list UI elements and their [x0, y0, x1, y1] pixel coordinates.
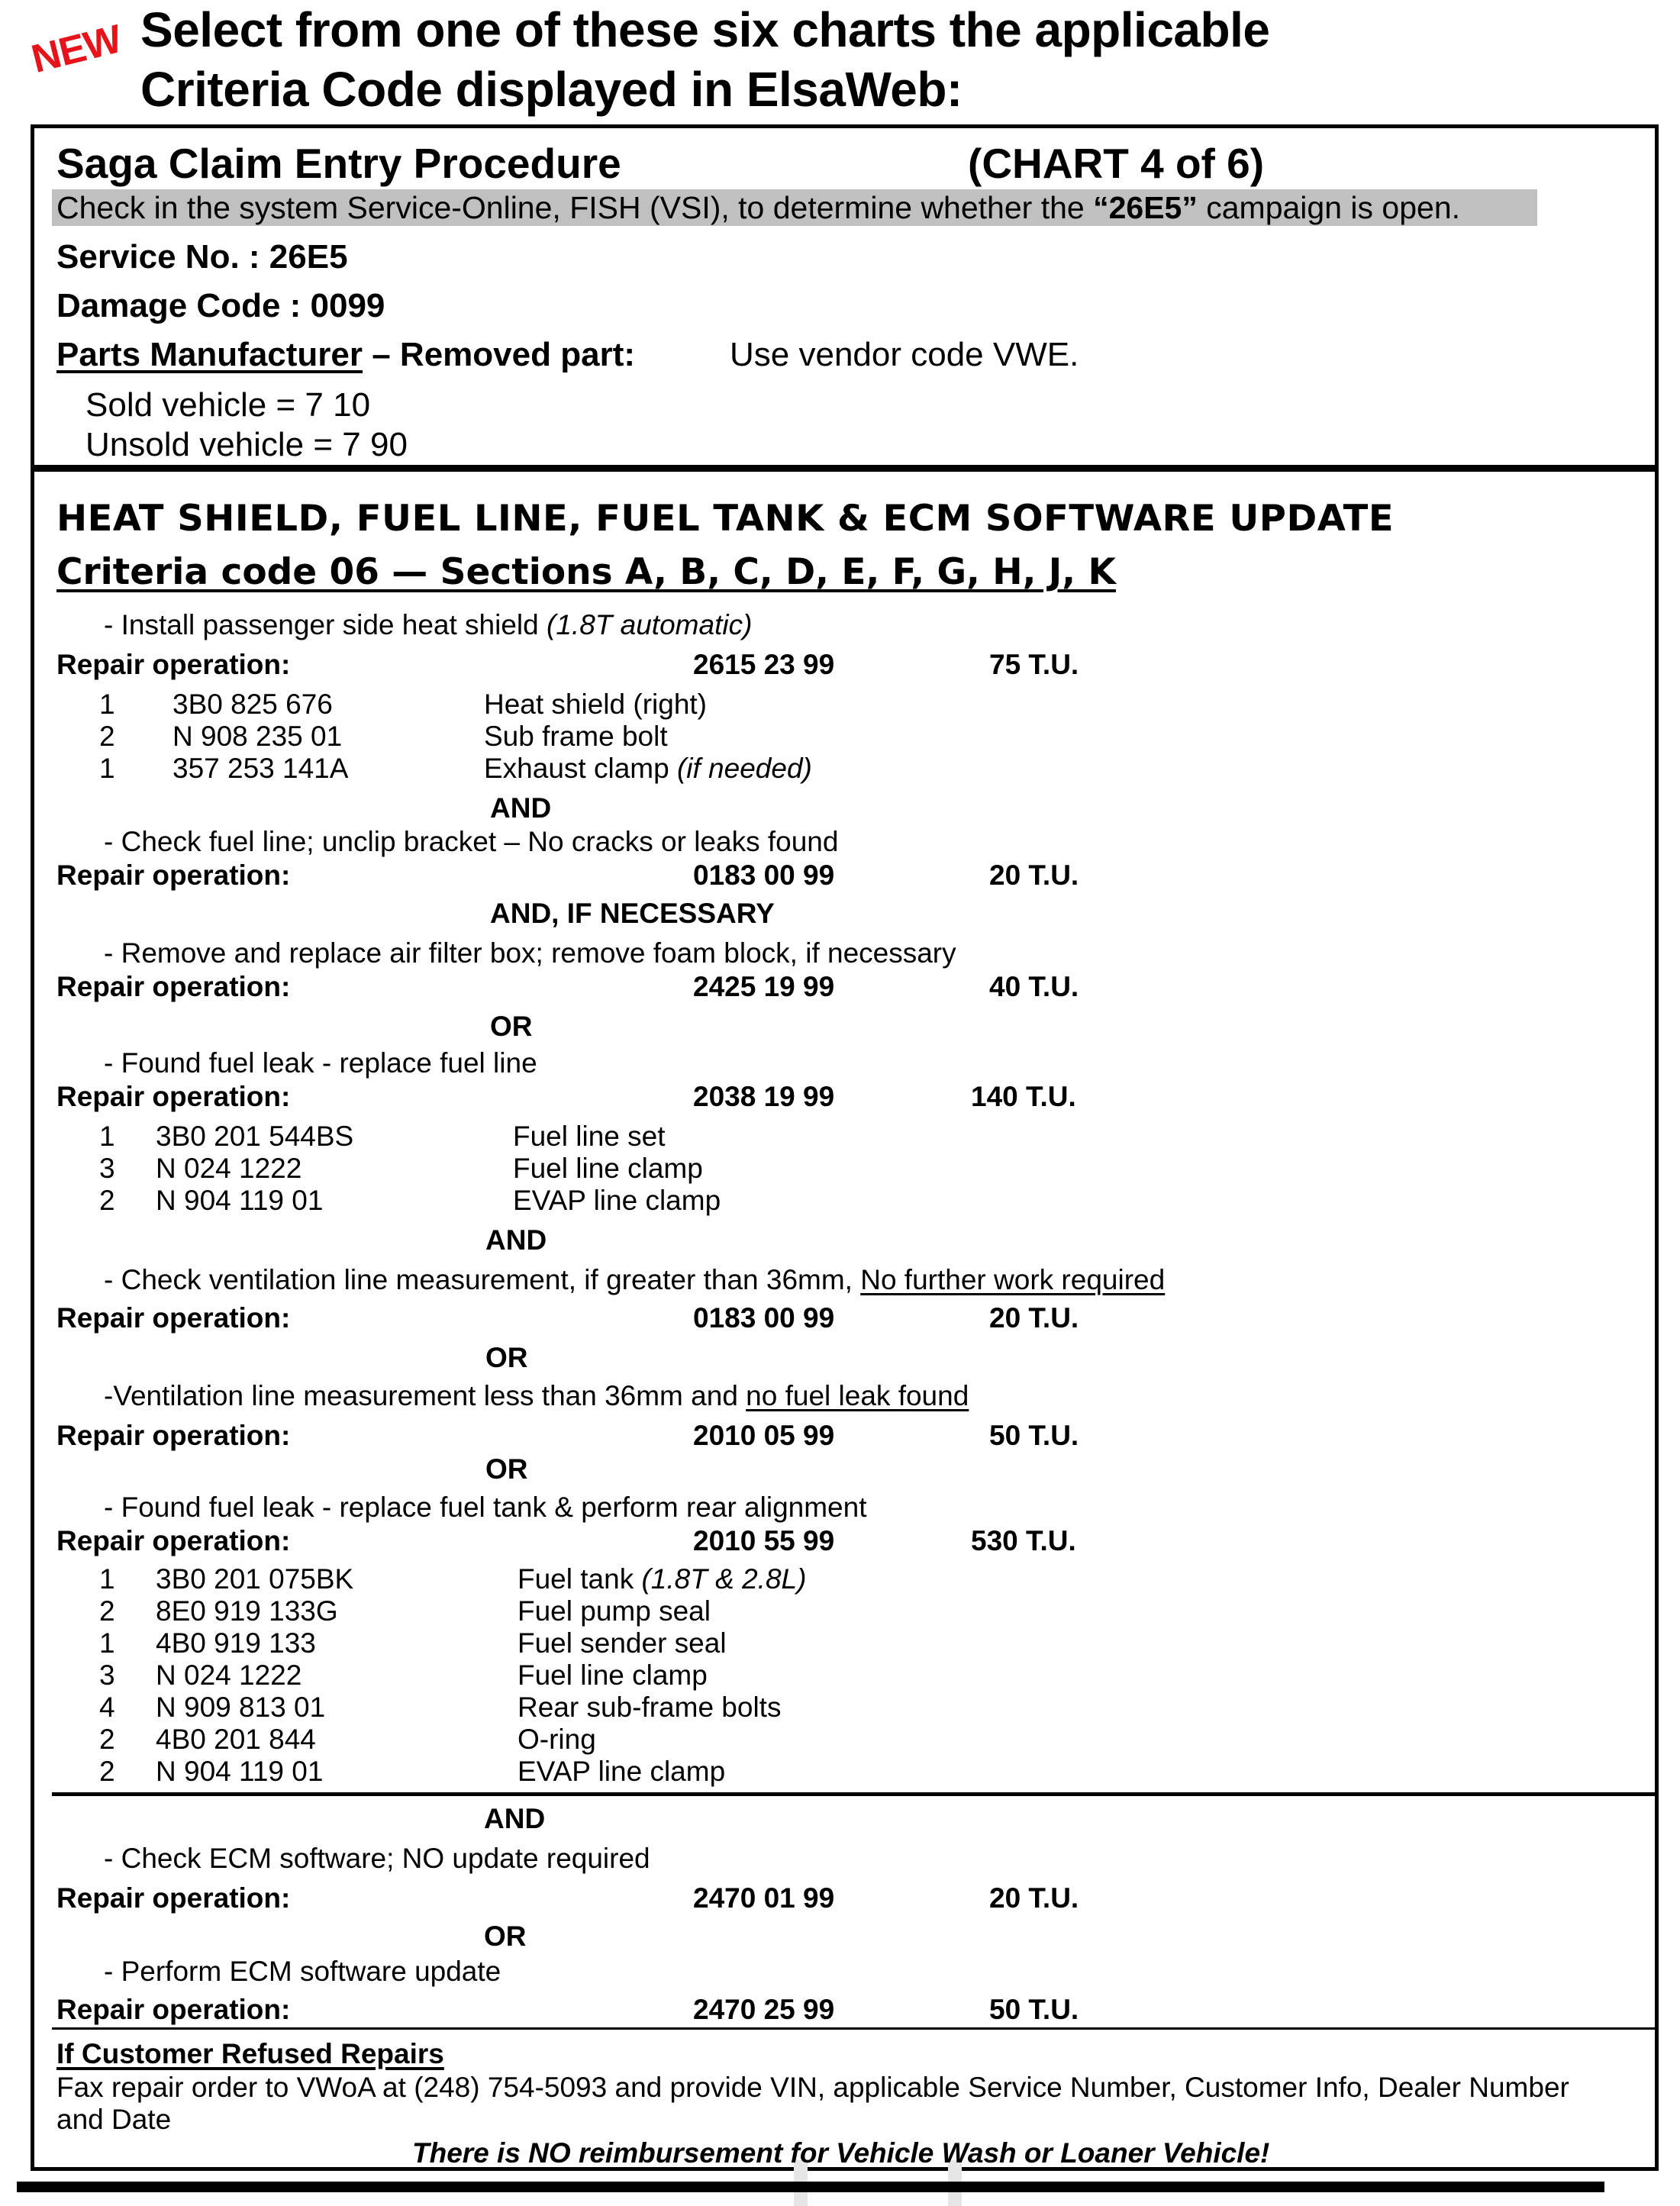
repair-op-code: 0183 00 99	[693, 860, 835, 891]
part-name: Fuel line clamp	[518, 1659, 708, 1691]
part-number: 4B0 919 133	[156, 1627, 316, 1659]
block-description: - Check fuel line; unclip bracket – No cracks or leaks found	[104, 826, 839, 857]
campaign-check-notice	[56, 189, 1460, 226]
unsold-vehicle: Unsold vehicle = 7 90	[85, 426, 408, 463]
part-name-text: Fuel tank	[518, 1563, 642, 1595]
section-divider	[52, 1792, 1659, 1796]
part-qty: 2	[99, 1595, 115, 1627]
fax-instructions-cont: and Date	[56, 2104, 172, 2135]
part-qty: 4	[99, 1692, 115, 1723]
parts-manufacturer-label	[56, 336, 635, 374]
repair-op-code: 2425 19 99	[693, 971, 835, 1002]
conjunction: OR	[484, 1921, 527, 1952]
part-note: (if needed)	[676, 753, 812, 784]
repair-op-label: Repair operation:	[56, 1420, 291, 1451]
repair-op-code: 0183 00 99	[693, 1302, 835, 1334]
campaign-code: “26E5”	[1093, 190, 1198, 225]
repair-op-tu: 50 T.U.	[989, 1420, 1079, 1451]
part-qty: 1	[99, 1627, 115, 1659]
description-emphasis: No further work required	[860, 1264, 1166, 1295]
part-name: Fuel line clamp	[513, 1153, 703, 1184]
repair-op-tu: 40 T.U.	[989, 971, 1079, 1002]
part-number: 357 253 141A	[173, 753, 349, 784]
part-qty: 1	[99, 689, 115, 720]
vendor-code-note: Use vendor code VWE.	[730, 336, 1079, 373]
part-name: Heat shield (right)	[484, 689, 708, 720]
description-text: - Check ventilation line measurement, if greater than 36mm,	[104, 1264, 861, 1295]
repair-op-label: Repair operation:	[56, 1882, 291, 1914]
part-name: Sub frame bolt	[484, 721, 668, 752]
repair-op-tu: 50 T.U.	[989, 1994, 1079, 2025]
conjunction: OR	[490, 1011, 533, 1042]
block-description	[104, 609, 752, 641]
repair-op-label: Repair operation:	[56, 1081, 291, 1112]
conjunction: OR	[485, 1453, 528, 1485]
part-name: EVAP line clamp	[513, 1185, 721, 1216]
repair-op-label: Repair operation:	[56, 971, 291, 1002]
part-number: N 024 1222	[156, 1659, 302, 1691]
repair-op-tu: 75 T.U.	[989, 649, 1079, 680]
footer-divider	[52, 2027, 1659, 2030]
repair-op-tu: 140 T.U.	[971, 1081, 1076, 1112]
repair-op-label: Repair operation:	[56, 1994, 291, 2025]
description-text: -Ventilation line measurement less than 36mm and	[104, 1380, 746, 1411]
part-name: O-ring	[518, 1724, 596, 1755]
repair-op-tu: 20 T.U.	[989, 860, 1079, 891]
fax-instructions: Fax repair order to VWoA at (248) 754-5093 and provide VIN, applicable Service Number, Customer Info, Dealer Number	[56, 2072, 1569, 2103]
conjunction: AND	[484, 1803, 546, 1834]
part-qty: 2	[99, 1185, 115, 1216]
repair-op-code: 2010 55 99	[693, 1525, 835, 1556]
block-description: - Found fuel leak - replace fuel line	[104, 1047, 537, 1079]
procedure-title: Saga Claim Entry Procedure	[56, 140, 621, 187]
part-number: 3B0 201 075BK	[156, 1563, 354, 1595]
notice-text-end: campaign is open.	[1197, 190, 1461, 225]
part-number: 3B0 825 676	[173, 689, 333, 720]
heading-line-2: Criteria Code displayed in ElsaWeb:	[140, 62, 963, 117]
part-number: 8E0 919 133G	[156, 1595, 338, 1627]
part-name-text: Exhaust clamp	[484, 753, 677, 784]
part-number: 3B0 201 544BS	[156, 1121, 354, 1152]
part-number: N 904 119 01	[156, 1185, 324, 1216]
repair-op-code: 2615 23 99	[693, 649, 835, 680]
no-reimbursement-notice: There is NO reimbursement for Vehicle Wash or Loaner Vehicle!	[412, 2137, 1270, 2169]
part-name: Fuel pump seal	[518, 1595, 711, 1627]
part-qty: 2	[99, 1724, 115, 1755]
part-qty: 3	[99, 1659, 115, 1691]
part-name	[518, 1563, 806, 1595]
part-number: N 909 813 01	[156, 1692, 326, 1723]
damage-code: Damage Code : 0099	[56, 287, 385, 324]
conjunction: AND	[490, 792, 552, 824]
part-qty: 1	[99, 753, 115, 784]
repair-op-code: 2010 05 99	[693, 1420, 835, 1451]
description-emphasis: no fuel leak found	[746, 1380, 969, 1411]
part-number: N 908 235 01	[173, 721, 343, 752]
block-description: - Perform ECM software update	[104, 1956, 501, 1987]
box-shadow-bar	[17, 2182, 1604, 2192]
part-qty: 2	[99, 721, 115, 752]
part-name: EVAP line clamp	[518, 1756, 726, 1787]
conjunction: OR	[485, 1342, 528, 1373]
removed-part-text: – Removed part:	[363, 336, 635, 373]
section-title: HEAT SHIELD, FUEL LINE, FUEL TANK & ECM SOFTWARE UPDATE	[56, 498, 1395, 540]
refused-repairs-title: If Customer Refused Repairs	[56, 2038, 444, 2069]
new-badge: NEW	[27, 17, 126, 82]
part-qty: 3	[99, 1153, 115, 1184]
repair-op-label: Repair operation:	[56, 649, 291, 680]
part-name	[484, 753, 812, 785]
part-qty: 1	[99, 1121, 115, 1152]
sold-vehicle: Sold vehicle = 7 10	[85, 386, 371, 424]
block-description	[104, 1264, 1165, 1296]
repair-op-tu: 20 T.U.	[989, 1882, 1079, 1914]
part-name: Rear sub-frame bolts	[518, 1692, 782, 1723]
description-text: - Install passenger side heat shield	[104, 609, 547, 640]
repair-op-label: Repair operation:	[56, 860, 291, 891]
block-description	[104, 1380, 969, 1412]
chart-number: (CHART 4 of 6)	[968, 140, 1265, 187]
repair-op-label: Repair operation:	[56, 1302, 291, 1334]
heading-line-1: Select from one of these six charts the applicable	[140, 2, 1270, 57]
part-name: Fuel line set	[513, 1121, 666, 1152]
repair-op-tu: 530 T.U.	[971, 1525, 1076, 1556]
part-note: (1.8T & 2.8L)	[641, 1563, 807, 1595]
repair-op-code: 2038 19 99	[693, 1081, 835, 1112]
part-number: 4B0 201 844	[156, 1724, 316, 1755]
part-qty: 1	[99, 1563, 115, 1595]
repair-op-code: 2470 01 99	[693, 1882, 835, 1914]
part-number: N 024 1222	[156, 1153, 302, 1184]
conjunction: AND	[485, 1224, 547, 1256]
parts-manufacturer-text: Parts Manufacturer	[56, 336, 363, 373]
description-note: (1.8T automatic)	[547, 609, 753, 640]
service-number: Service No. : 26E5	[56, 238, 348, 276]
block-description: - Check ECM software; NO update required	[104, 1843, 650, 1874]
criteria-code: Criteria code 06 — Sections A, B, C, D, E, F, G, H, J, K	[56, 551, 1116, 593]
block-description: - Found fuel leak - replace fuel tank & perform rear alignment	[104, 1492, 867, 1523]
repair-op-label: Repair operation:	[56, 1525, 291, 1556]
part-number: N 904 119 01	[156, 1756, 324, 1787]
part-name: Fuel sender seal	[518, 1627, 727, 1659]
part-qty: 2	[99, 1756, 115, 1787]
repair-op-code: 2470 25 99	[693, 1994, 835, 2025]
notice-text: Check in the system Service-Online, FISH (VSI), to determine whether the	[56, 190, 1094, 225]
block-description: - Remove and replace air filter box; remove foam block, if necessary	[104, 937, 956, 969]
conjunction: AND, IF NECESSARY	[490, 898, 775, 929]
repair-op-tu: 20 T.U.	[989, 1302, 1079, 1334]
